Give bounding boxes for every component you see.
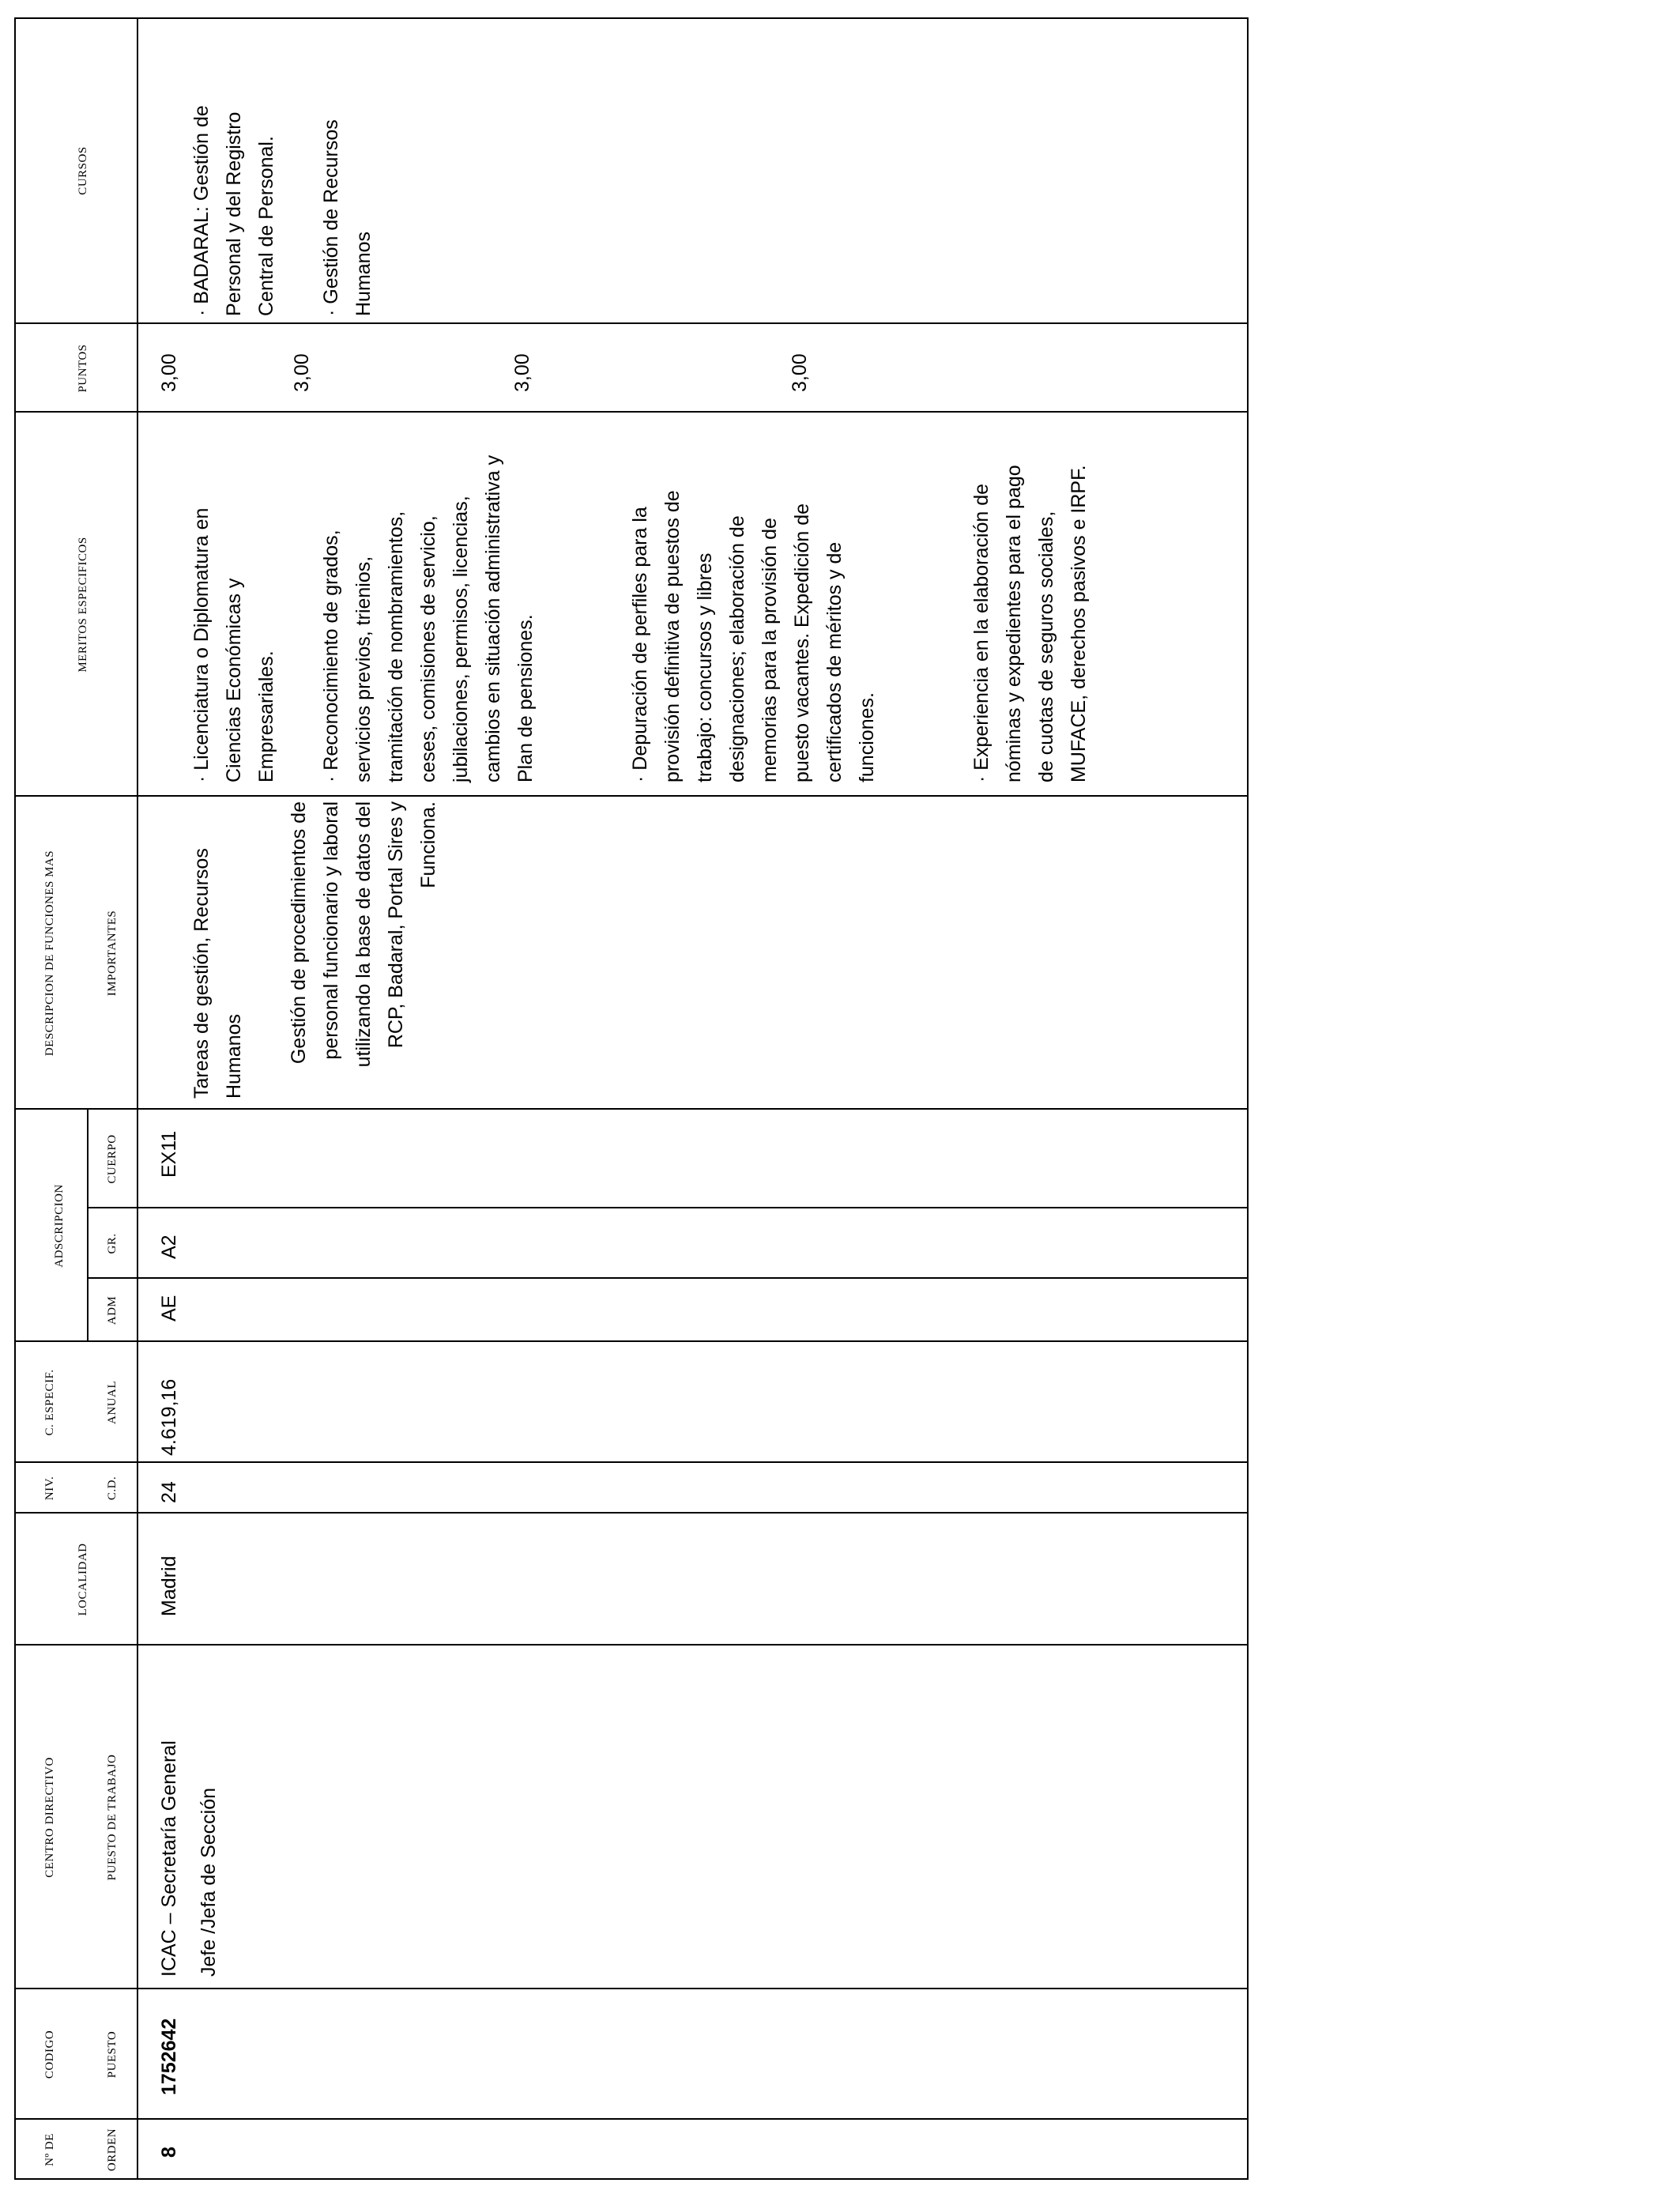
col-line	[14, 1644, 1249, 1646]
puntos-value: 3,00	[789, 353, 811, 392]
header-separator	[137, 17, 138, 2180]
col-line	[87, 1277, 1249, 1279]
col-line	[87, 1207, 1249, 1208]
header-cursos: CURSOS	[77, 146, 89, 195]
cell-especifico: 4.619,16	[158, 1378, 180, 1456]
cell-centro-directivo: ICAC – Secretaría General	[158, 1740, 180, 1977]
adscripcion-subline	[87, 1110, 89, 1342]
header-centro-top: CENTRO DIRECTIVO	[43, 1757, 56, 1878]
merito-item: · Reconocimiento de grados, servicios previos, trienios, tramitación de nombramientos, ceses, comisiones de servicio, jubilaciones, permisos, licencias, cambios en situación administrativa y Plan de pensiones.	[320, 454, 537, 782]
col-line	[14, 1108, 1249, 1110]
header-descripcion-bottom: IMPORTANTES	[106, 910, 119, 997]
puntos-value: 3,00	[291, 353, 313, 392]
header-orden-top: Nº DE	[43, 2133, 56, 2166]
cell-meritos	[153, 414, 1128, 782]
curso-item: · Gestión de Recursos Humanos	[320, 119, 375, 316]
puntos-value: 3,00	[511, 353, 533, 392]
cell-nivel: 24	[158, 1481, 180, 1503]
cell-grupo: A2	[158, 1235, 180, 1259]
header-cesp-top: C. ESPECIF.	[43, 1369, 56, 1436]
col-line	[14, 411, 1249, 413]
header-adm: ADM	[106, 1295, 119, 1325]
merito-item: · Experiencia en la elaboración de nóminas y expedientes para el pago de cuotas de seguros sociales, MUFACE, derechos pasivos e IRPF.	[970, 465, 1090, 782]
cell-adm: AE	[158, 1295, 180, 1321]
header-cesp-bottom: ANUAL	[106, 1381, 119, 1424]
header-meritos: MERITOS ESPECIFICOS	[77, 537, 89, 673]
merito-item: · Depuración de perfiles para la provisión definitiva de puestos de trabajo: concursos y libres designaciones; elaboración de memorias para la provisión de puesto vacantes. Expedición de certificados de méritos y de funciones.	[629, 490, 878, 782]
col-line	[14, 1340, 1249, 1342]
puntos-value: 3,00	[158, 353, 180, 392]
header-puntos: PUNTOS	[77, 344, 89, 393]
descripcion-paragraph: Tareas de gestión, Recursos Humanos	[190, 848, 245, 1099]
descripcion-paragraph: Gestión de procedimientos de personal funcionario y laboral utilizando la base de datos del RCP, Badaral, Portal Sires y Funciona.	[288, 801, 439, 1068]
merito-gap	[574, 414, 592, 782]
cell-localidad: Madrid	[158, 1555, 180, 1616]
header-codigo-bottom: PUESTO	[106, 2030, 119, 2079]
header-niv-bottom: C.D.	[106, 1476, 119, 1501]
curso-item: · BADARAL: Gestión de Personal y del Registro Central de Personal.	[190, 105, 277, 316]
cell-cursos	[153, 19, 412, 316]
header-niv-top: NIV.	[43, 1476, 56, 1501]
cell-orden: 8	[158, 2147, 180, 2158]
header-gr: GR.	[106, 1233, 119, 1254]
cell-puesto-trabajo: Jefe /Jefa de Sección	[198, 1787, 220, 1977]
col-line	[14, 1512, 1249, 1514]
cell-codigo: 1752642	[158, 2018, 180, 2095]
header-orden-bottom: ORDEN	[106, 2128, 119, 2172]
col-line	[14, 1461, 1249, 1463]
cell-cuerpo: EX11	[158, 1130, 180, 1178]
col-line	[14, 322, 1249, 324]
merito-gap	[916, 414, 933, 782]
merito-item: · Licenciatura o Diplomatura en Ciencias Económicas y Empresariales.	[190, 507, 277, 782]
col-line	[14, 795, 1249, 797]
header-centro-bottom: PUESTO DE TRABAJO	[106, 1754, 119, 1881]
cell-descripcion	[153, 801, 477, 1099]
header-adscripcion: ADSCRIPCION	[53, 1184, 66, 1268]
col-line	[14, 1988, 1249, 1989]
document-page	[14, 17, 1249, 2180]
header-cuerpo: CUERPO	[106, 1134, 119, 1184]
header-codigo-top: CODIGO	[43, 2030, 56, 2079]
col-line	[14, 2118, 1249, 2120]
header-localidad: LOCALIDAD	[77, 1543, 89, 1616]
header-descripcion-top: DESCRIPCION DE FUNCIONES MAS	[43, 850, 56, 1057]
